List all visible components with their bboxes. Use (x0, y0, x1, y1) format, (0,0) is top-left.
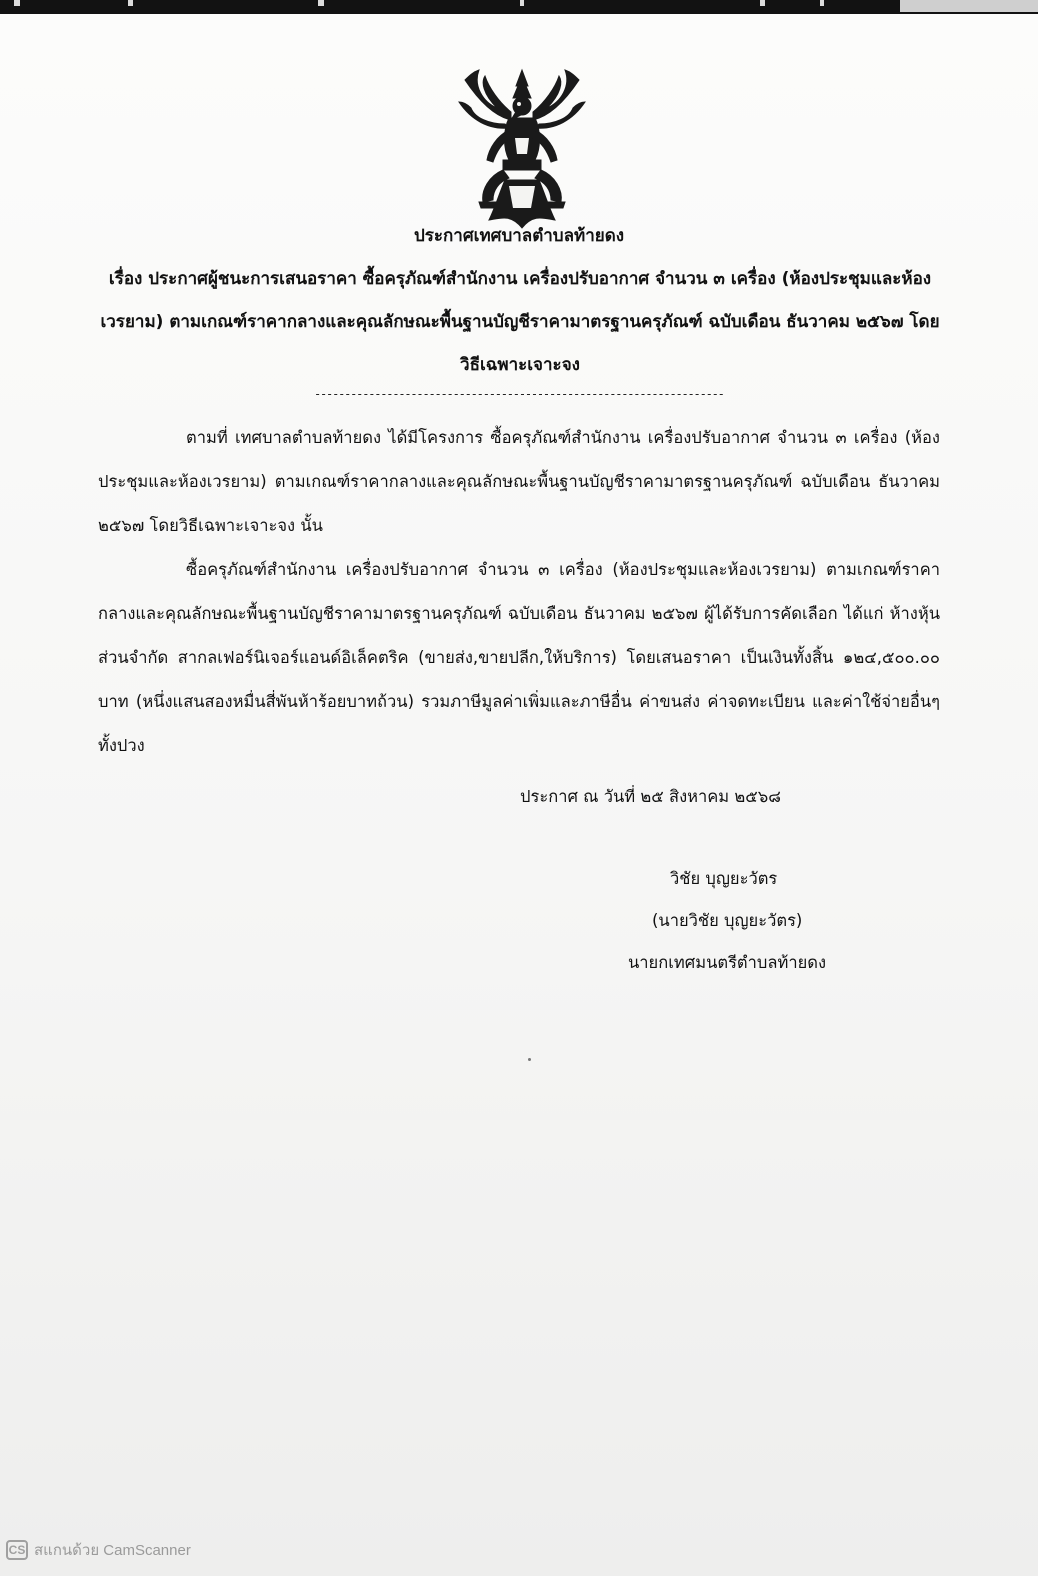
scan-artifact (128, 0, 133, 6)
signature: วิชัย บุญยะวัตร (670, 869, 778, 888)
scan-artifact (520, 0, 524, 6)
scan-artifact (760, 0, 765, 6)
camscanner-watermark (6, 1538, 191, 1562)
announcement-body (98, 416, 940, 768)
document-page (0, 14, 1038, 1576)
camscanner-logo-icon: CS (6, 1540, 28, 1560)
scan-artifact (820, 0, 824, 6)
scan-artifact (14, 0, 20, 6)
scan-artifact (318, 0, 324, 6)
scan-top-edge (0, 0, 1038, 14)
garuda-emblem-icon (453, 68, 591, 232)
paragraph-background: ตามที่ เทศบาลตำบลท้ายดง ได้มีโครงการ ซื้อครุภัณฑ์สำนักงาน เครื่องปรับอากาศ จำนวน ๓ เครื่อง (ห้องประชุมและห้องเวรยาม) ตามเกณฑ์ราคากลางและคุณลักษณะพื้นฐานบัญชีราคามาตรฐานครุภัณฑ์ ฉบับเดือน ธันวาคม ๒๕๖๗ โดยวิธีเฉพาะเจาะจง นั้น (98, 428, 940, 535)
scan-speck (528, 1058, 531, 1061)
announcement-title: ประกาศเทศบาลตำบลท้ายดง (413, 226, 625, 246)
announce-date: ประกาศ ณ วันที่ ๒๕ สิงหาคม ๒๕๖๘ (520, 787, 781, 806)
signer-name: (นายวิชัย บุญยะวัตร) (652, 911, 803, 930)
signer-position: นายกเทศมนตรีตำบลท้ายดง (628, 953, 827, 972)
watermark-text: สแกนด้วย CamScanner (34, 1542, 191, 1559)
scan-artifact (900, 0, 1038, 12)
divider-line: -------------------------------------------------------------------- (314, 387, 724, 401)
announcement-subject: เรื่อง ประกาศผู้ชนะการเสนอราคา ซื้อครุภัณฑ์สำนักงาน เครื่องปรับอากาศ จำนวน ๓ เครื่อง (ห้องประชุมและห้องเวรยาม) ตามเกณฑ์ราคากลางและคุณลักษณะพื้นฐานบัญชีราคามาตรฐานครุภัณฑ์ ฉบับเดือน ธันวาคม ๒๕๖๗ โดยวิธีเฉพาะเจาะจง (100, 269, 940, 375)
paragraph-winner: ซื้อครุภัณฑ์สำนักงาน เครื่องปรับอากาศ จำนวน ๓ เครื่อง (ห้องประชุมและห้องเวรยาม) ตามเกณฑ์ราคากลางและคุณลักษณะพื้นฐานบัญชีราคามาตรฐานครุภัณฑ์ ฉบับเดือน ธันวาคม ๒๕๖๗ ผู้ได้รับการคัดเลือก ได้แก่ ห้างหุ้นส่วนจำกัด สากลเฟอร์นิเจอร์แอนด์อิเล็คตริค (ขายส่ง,ขายปลีก,ให้บริการ) โดยเสนอราคา เป็นเงินทั้งสิ้น ๑๒๔,๕๐๐.๐๐ บาท (หนึ่งแสนสองหมื่นสี่พันห้าร้อยบาทถ้วน) รวมภาษีมูลค่าเพิ่มและภาษีอื่น ค่าขนส่ง ค่าจดทะเบียน และค่าใช้จ่ายอื่นๆ ทั้งปวง (98, 560, 940, 755)
